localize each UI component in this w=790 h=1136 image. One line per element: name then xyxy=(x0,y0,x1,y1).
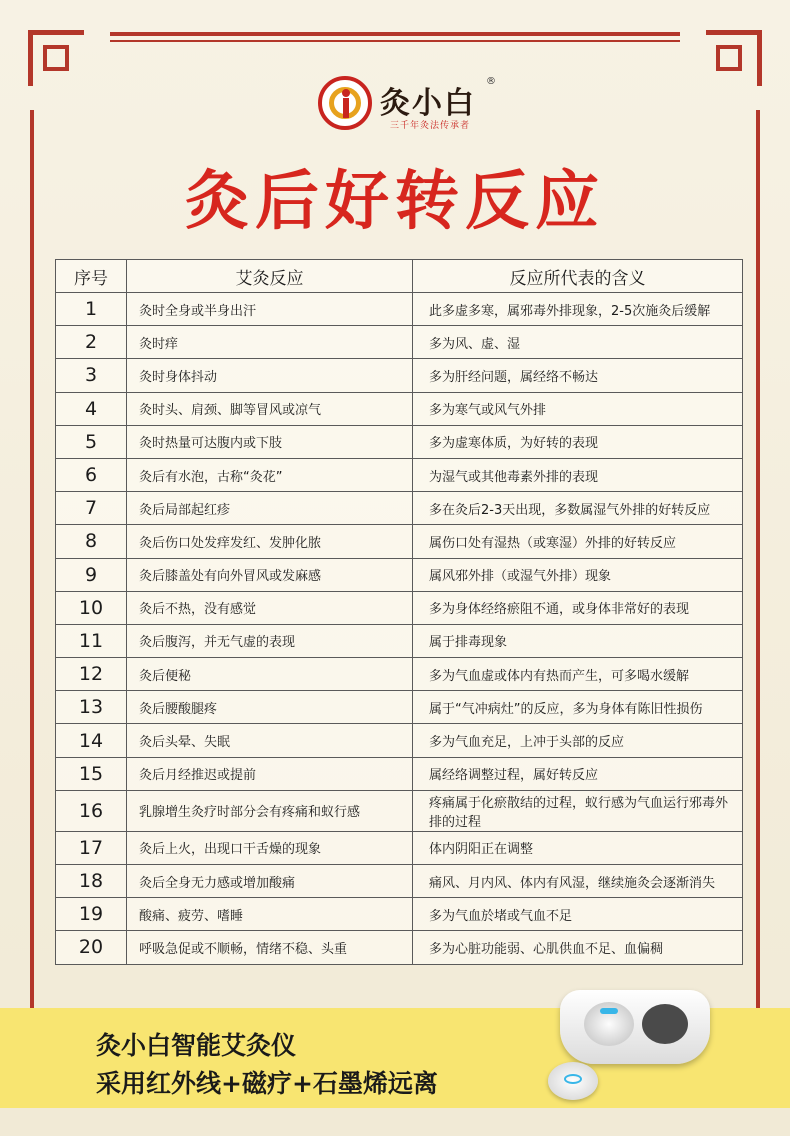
table-row xyxy=(56,757,743,790)
logo-icon xyxy=(318,76,372,130)
corner-ornament-top-left xyxy=(28,30,84,86)
row-reaction: 乳腺增生灸疗时部分会有疼痛和蚁行感 xyxy=(127,790,413,831)
row-reaction: 灸时痒 xyxy=(127,326,413,359)
table-row xyxy=(56,931,743,964)
banner-product-name: 灸小白智能艾灸仪 xyxy=(96,1031,297,1060)
table-row xyxy=(56,359,743,392)
row-number: 3 xyxy=(56,359,127,392)
row-number: 10 xyxy=(56,591,127,624)
row-reaction: 灸后腰酸腿疼 xyxy=(127,691,413,724)
header-meaning: 反应所代表的含义 xyxy=(413,260,743,293)
table-row xyxy=(56,326,743,359)
table-row xyxy=(56,624,743,657)
row-reaction: 灸后不热，没有感觉 xyxy=(127,591,413,624)
row-number: 4 xyxy=(56,392,127,425)
row-number: 11 xyxy=(56,624,127,657)
row-number: 15 xyxy=(56,757,127,790)
table-row xyxy=(56,865,743,898)
row-reaction: 灸后便秘 xyxy=(127,658,413,691)
row-number: 2 xyxy=(56,326,127,359)
row-meaning: 多为风、虚、湿 xyxy=(413,326,743,359)
frame-left-line xyxy=(30,110,34,1030)
row-meaning: 多为心脏功能弱、心肌供血不足、血偏稠 xyxy=(413,931,743,964)
frame-top-line-inner xyxy=(110,40,680,42)
row-meaning: 多为气血虚或体内有热而产生，可多喝水缓解 xyxy=(413,658,743,691)
row-reaction: 灸后腹泻，并无气虚的表现 xyxy=(127,624,413,657)
table-row xyxy=(56,724,743,757)
row-meaning: 为湿气或其他毒素外排的表现 xyxy=(413,458,743,491)
row-meaning: 多为寒气或风气外排 xyxy=(413,392,743,425)
table-row xyxy=(56,831,743,864)
table-row xyxy=(56,425,743,458)
logo-name: 灸小白 xyxy=(380,86,476,121)
row-number: 7 xyxy=(56,492,127,525)
row-reaction: 灸后伤口处发痒发红、发肿化脓 xyxy=(127,525,413,558)
table-row xyxy=(56,492,743,525)
row-number: 12 xyxy=(56,658,127,691)
row-reaction: 灸后膝盖处有向外冒风或发麻感 xyxy=(127,558,413,591)
table-row xyxy=(56,691,743,724)
brand-logo xyxy=(318,74,498,136)
row-number: 17 xyxy=(56,831,127,864)
row-meaning: 多为身体经络瘀阻不通，或身体非常好的表现 xyxy=(413,591,743,624)
row-meaning: 多为肝经问题，属经络不畅达 xyxy=(413,359,743,392)
row-reaction: 灸时头、肩颈、脚等冒风或凉气 xyxy=(127,392,413,425)
row-meaning: 多为气血於堵或气血不足 xyxy=(413,898,743,931)
row-meaning: 多为气血充足，上冲于头部的反应 xyxy=(413,724,743,757)
header-number: 序号 xyxy=(56,260,127,293)
row-meaning: 疼痛属于化瘀散结的过程，蚁行感为气血运行邪毒外排的过程 xyxy=(413,790,743,831)
moxibustion-device-case-image xyxy=(560,990,710,1064)
row-number: 6 xyxy=(56,458,127,491)
header-reaction: 艾灸反应 xyxy=(127,260,413,293)
row-reaction: 灸时热量可达腹内或下肢 xyxy=(127,425,413,458)
row-number: 19 xyxy=(56,898,127,931)
row-reaction: 酸痛、疲劳、嗜睡 xyxy=(127,898,413,931)
frame-right-line xyxy=(756,110,760,1030)
row-meaning: 此多虚多寒，属邪毒外排现象，2-5次施灸后缓解 xyxy=(413,293,743,326)
row-number: 5 xyxy=(56,425,127,458)
banner-product-features: 采用红外线+磁疗+石墨烯远离 xyxy=(96,1069,438,1098)
row-meaning: 多在灸后2-3天出现，多数属湿气外排的好转反应 xyxy=(413,492,743,525)
row-meaning: 痛风、月内风、体内有风湿，继续施灸会逐渐消失 xyxy=(413,865,743,898)
page-title: 灸后好转反应 xyxy=(185,164,605,239)
table-header-row xyxy=(56,260,743,293)
table-row xyxy=(56,458,743,491)
row-number: 14 xyxy=(56,724,127,757)
row-number: 16 xyxy=(56,790,127,831)
row-meaning: 体内阴阳正在调整 xyxy=(413,831,743,864)
row-meaning: 属伤口处有湿热（或寒湿）外排的好转反应 xyxy=(413,525,743,558)
frame-top-line xyxy=(110,32,680,36)
row-meaning: 属经络调整过程，属好转反应 xyxy=(413,757,743,790)
row-meaning: 多为虚寒体质，为好转的表现 xyxy=(413,425,743,458)
row-meaning: 属于“气冲病灶”的反应，多为身体有陈旧性损伤 xyxy=(413,691,743,724)
row-meaning: 属风邪外排（或湿气外排）现象 xyxy=(413,558,743,591)
table-row xyxy=(56,558,743,591)
table-row xyxy=(56,293,743,326)
row-number: 1 xyxy=(56,293,127,326)
registered-mark: ® xyxy=(486,76,496,87)
row-number: 9 xyxy=(56,558,127,591)
corner-ornament-top-right xyxy=(706,30,762,86)
row-meaning: 属于排毒现象 xyxy=(413,624,743,657)
table-row xyxy=(56,525,743,558)
table-row xyxy=(56,658,743,691)
row-reaction: 灸后头晕、失眠 xyxy=(127,724,413,757)
row-reaction: 呼吸急促或不顺畅，情绪不稳、头重 xyxy=(127,931,413,964)
row-reaction: 灸后上火，出现口干舌燥的现象 xyxy=(127,831,413,864)
row-reaction: 灸时身体抖动 xyxy=(127,359,413,392)
moxibustion-device-puck-image xyxy=(548,1062,598,1100)
row-reaction: 灸后有水泡，古称“灸花” xyxy=(127,458,413,491)
table-row xyxy=(56,392,743,425)
table-row xyxy=(56,790,743,831)
row-reaction: 灸后月经推迟或提前 xyxy=(127,757,413,790)
row-reaction: 灸后全身无力感或增加酸痛 xyxy=(127,865,413,898)
row-number: 8 xyxy=(56,525,127,558)
row-number: 13 xyxy=(56,691,127,724)
table-row xyxy=(56,898,743,931)
row-reaction: 灸时全身或半身出汗 xyxy=(127,293,413,326)
row-reaction: 灸后局部起红疹 xyxy=(127,492,413,525)
logo-slogan: 三千年灸法传承者 xyxy=(390,121,471,131)
reaction-table xyxy=(55,259,743,965)
row-number: 20 xyxy=(56,931,127,964)
table-row xyxy=(56,591,743,624)
row-number: 18 xyxy=(56,865,127,898)
